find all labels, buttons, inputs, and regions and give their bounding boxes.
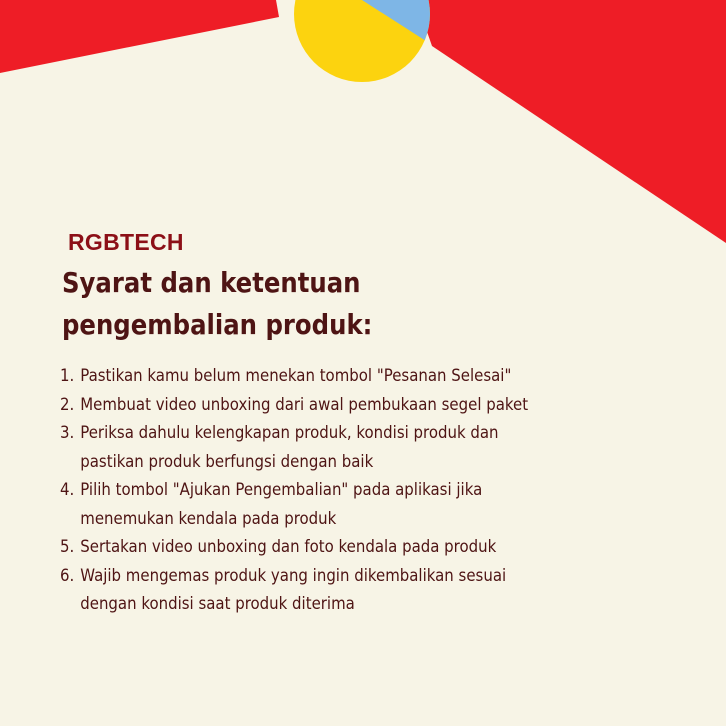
list-item bbox=[60, 533, 667, 562]
list-item-line: Membuat video unboxing dari awal pembukaan segel paket bbox=[80, 394, 529, 415]
list-item-text bbox=[80, 362, 667, 391]
list-item-number: 4. bbox=[60, 480, 75, 500]
page-title-line: pengembalian produk: bbox=[62, 308, 373, 341]
list-item-number: 3. bbox=[60, 423, 75, 443]
list-item-line: Sertakan video unboxing dan foto kendala pada produk bbox=[80, 537, 497, 557]
list-item-text bbox=[80, 533, 667, 562]
page-title-line: Syarat dan ketentuan bbox=[62, 266, 361, 299]
list-item-text bbox=[80, 562, 667, 619]
list-item-text bbox=[80, 391, 667, 420]
list-item bbox=[60, 419, 667, 476]
list-item-text bbox=[80, 476, 667, 533]
list-item-line: Wajib mengemas produk yang ingin dikembalikan sesuai bbox=[80, 565, 507, 586]
red-shape-right bbox=[416, 0, 726, 243]
list-item bbox=[60, 362, 667, 391]
brand-logo: RGBTECH bbox=[68, 229, 184, 255]
list-item bbox=[60, 562, 667, 619]
list-item bbox=[60, 476, 667, 533]
list-item-line: menemukan kendala pada produk bbox=[80, 508, 337, 529]
list-item-text bbox=[80, 419, 667, 476]
list-item-line: Pastikan kamu belum menekan tombol "Pesanan Selesai" bbox=[80, 366, 512, 386]
list-item-line: Periksa dahulu kelengkapan produk, kondisi produk dan bbox=[80, 423, 499, 443]
red-shape-left bbox=[0, 0, 279, 73]
list-item-number: 1. bbox=[60, 366, 75, 386]
list-item-line: pastikan produk berfungsi dengan baik bbox=[80, 451, 374, 472]
page-title bbox=[62, 262, 427, 346]
list-item-line: dengan kondisi saat produk diterima bbox=[80, 594, 355, 614]
list-item-line: Pilih tombol "Ajukan Pengembalian" pada aplikasi jika bbox=[80, 480, 483, 500]
list-item-number: 6. bbox=[60, 565, 75, 586]
list-item-number: 5. bbox=[60, 537, 75, 557]
list-item bbox=[60, 391, 667, 420]
steps-list bbox=[60, 362, 667, 619]
list-item-number: 2. bbox=[60, 394, 75, 415]
